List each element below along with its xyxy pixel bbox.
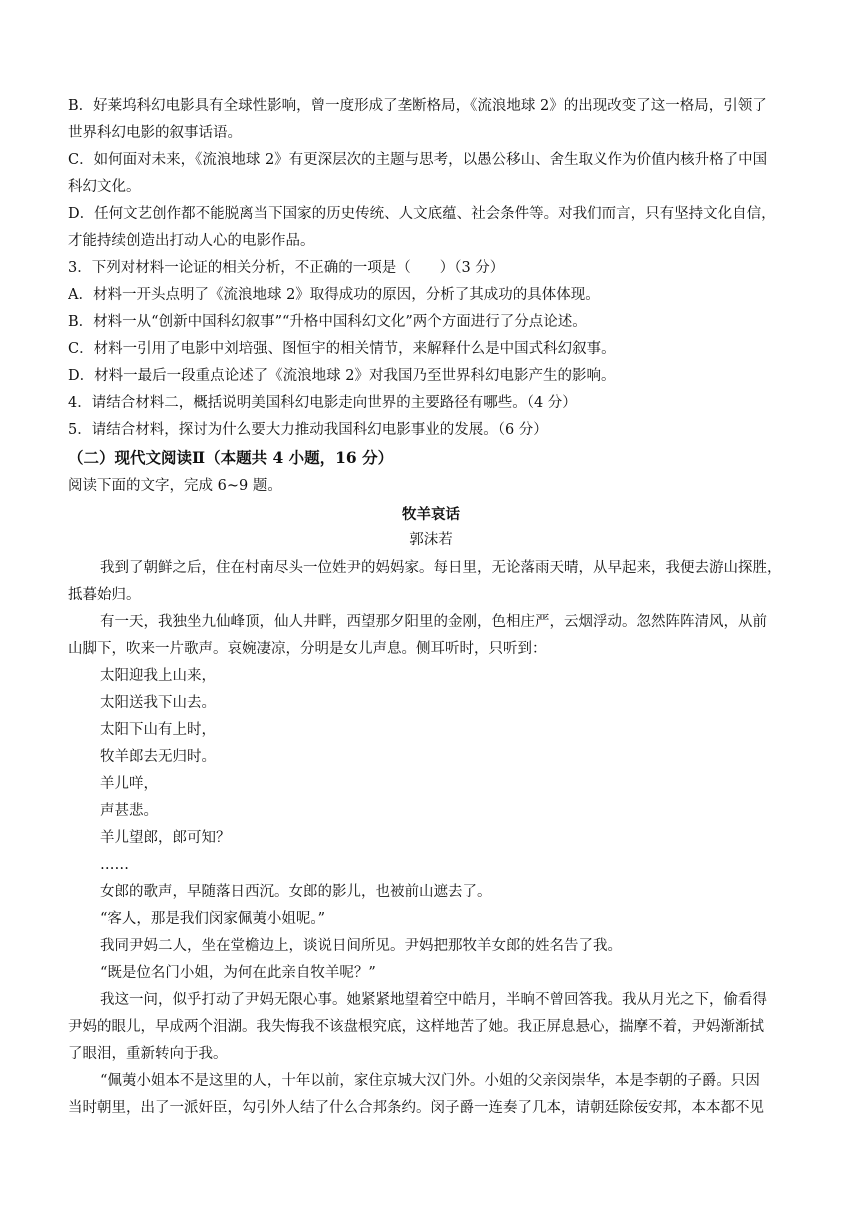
poem-line-3: 太阳下山有上时，: [100, 722, 216, 738]
passage-author: 郭沫若: [409, 532, 453, 548]
paragraph-2-line-1: 有一天，我独坐九仙峰顶，仙人井畔，西望那夕阳里的金刚，色相庄严，云烟浮动。忽然阵阵清风，从前: [100, 614, 767, 630]
section-heading: （二）现代文阅读Ⅱ（本题共 4 小题，16 分）: [68, 448, 394, 467]
option-c-line-1: C．如何面对未来，《流浪地球 2》有更深层次的主题与思考，以愚公移山、舍生取义作为价值内核升格了中国: [68, 152, 768, 168]
dialogue-1: “客人，那是我们闵家佩荑小姐呢。”: [100, 911, 326, 927]
paragraph-2-line-2: 山脚下，吹来一片歌声。哀婉凄凉，分明是女儿声息。侧耳听时，只听到：: [68, 641, 547, 657]
poem-line-5: 羊儿咩，: [100, 776, 158, 792]
question-5: 5．请结合材料，探讨为什么要大力推动我国科幻电影事业的发展。（6 分）: [68, 422, 548, 438]
paragraph-5-line-1: 我这一问，似乎打动了尹妈无限心事。她紧紧地望着空中皓月，半晌不曾回答我。我从月光之下，偷看得: [100, 992, 767, 1008]
instruction: 阅读下面的文字，完成 6~9 题。: [68, 478, 282, 494]
option-d-line-2: 才能持续创造出打动人心的电影作品。: [68, 233, 315, 249]
poem-line-7: 羊儿望郎，郎可知？: [100, 830, 231, 846]
poem-line-4: 牧羊郎去无归时。: [100, 749, 216, 765]
paragraph-5-line-3: 了眼泪，重新转向于我。: [68, 1046, 228, 1062]
poem-line-2: 太阳送我下山去。: [100, 695, 216, 711]
q3-option-a: A．材料一开头点明了《流浪地球 2》取得成功的原因，分析了其成功的具体体现。: [68, 287, 600, 303]
poem-ellipsis: ……: [100, 857, 129, 873]
q3-option-d: D．材料一最后一段重点论述了《流浪地球 2》对我国乃至世界科幻电影产生的影响。: [68, 368, 616, 384]
paragraph-4: 我同尹妈二人，坐在堂檐边上，谈说日间所见。尹妈把那牧羊女郎的姓名告了我。: [100, 938, 622, 954]
paragraph-1-line-2: 抵暮始归。: [68, 587, 141, 603]
poem-line-6: 声甚悲。: [100, 803, 158, 819]
passage-title: 牧羊哀话: [402, 506, 460, 523]
paragraph-1-line-1: 我到了朝鲜之后，住在村南尽头一位姓尹的妈妈家。每日里，无论落雨天晴，从早起来，我便去游山探胜，: [100, 560, 782, 576]
option-c-line-2: 科幻文化。: [68, 179, 141, 195]
option-b-line-2: 世界科幻电影的叙事话语。: [68, 125, 242, 141]
dialogue-2: “既是位名门小姐，为何在此亲自牧羊呢？”: [100, 965, 376, 981]
option-b-line-1: B．好莱坞科幻电影具有全球性影响，曾一度形成了垄断格局，《流浪地球 2》的出现改变了这一格局，引领了: [68, 98, 767, 114]
q3-option-b: B．材料一从“创新中国科幻叙事”“升格中国科幻文化”两个方面进行了分点论述。: [68, 314, 587, 330]
paragraph-3: 女郎的歌声，早随落日西沉。女郎的影儿，也被前山遮去了。: [100, 884, 492, 900]
paragraph-6-line-1: “佩荑小姐本不是这里的人，十年以前，家住京城大汉门外。小姐的父亲闵崇华，本是李朝的子爵。只因: [100, 1073, 760, 1089]
paragraph-6-line-2: 当时朝里，出了一派奸臣，勾引外人结了什么合邦条约。闵子爵一连奏了几本，请朝廷除佞安邦，本本都不见: [68, 1100, 764, 1116]
question-3: 3．下列对材料一论证的相关分析，不正确的一项是（ ）（3 分）: [68, 260, 505, 276]
paragraph-5-line-2: 尹妈的眼儿，早成两个泪湖。我失悔我不该盘根究底，这样地苦了她。我正屏息悬心，揣摩不着，尹妈渐渐拭: [68, 1019, 764, 1035]
q3-option-c: C．材料一引用了电影中刘培强、图恒宇的相关情节，来解释什么是中国式科幻叙事。: [68, 341, 616, 357]
poem-line-1: 太阳迎我上山来，: [100, 668, 216, 684]
question-4: 4．请结合材料二，概括说明美国科幻电影走向世界的主要路径有哪些。（4 分）: [68, 395, 577, 411]
option-d-line-1: D．任何文艺创作都不能脱离当下国家的历史传统、人文底蕴、社会条件等。对我们而言，只有坚持文化自信，: [68, 206, 776, 222]
